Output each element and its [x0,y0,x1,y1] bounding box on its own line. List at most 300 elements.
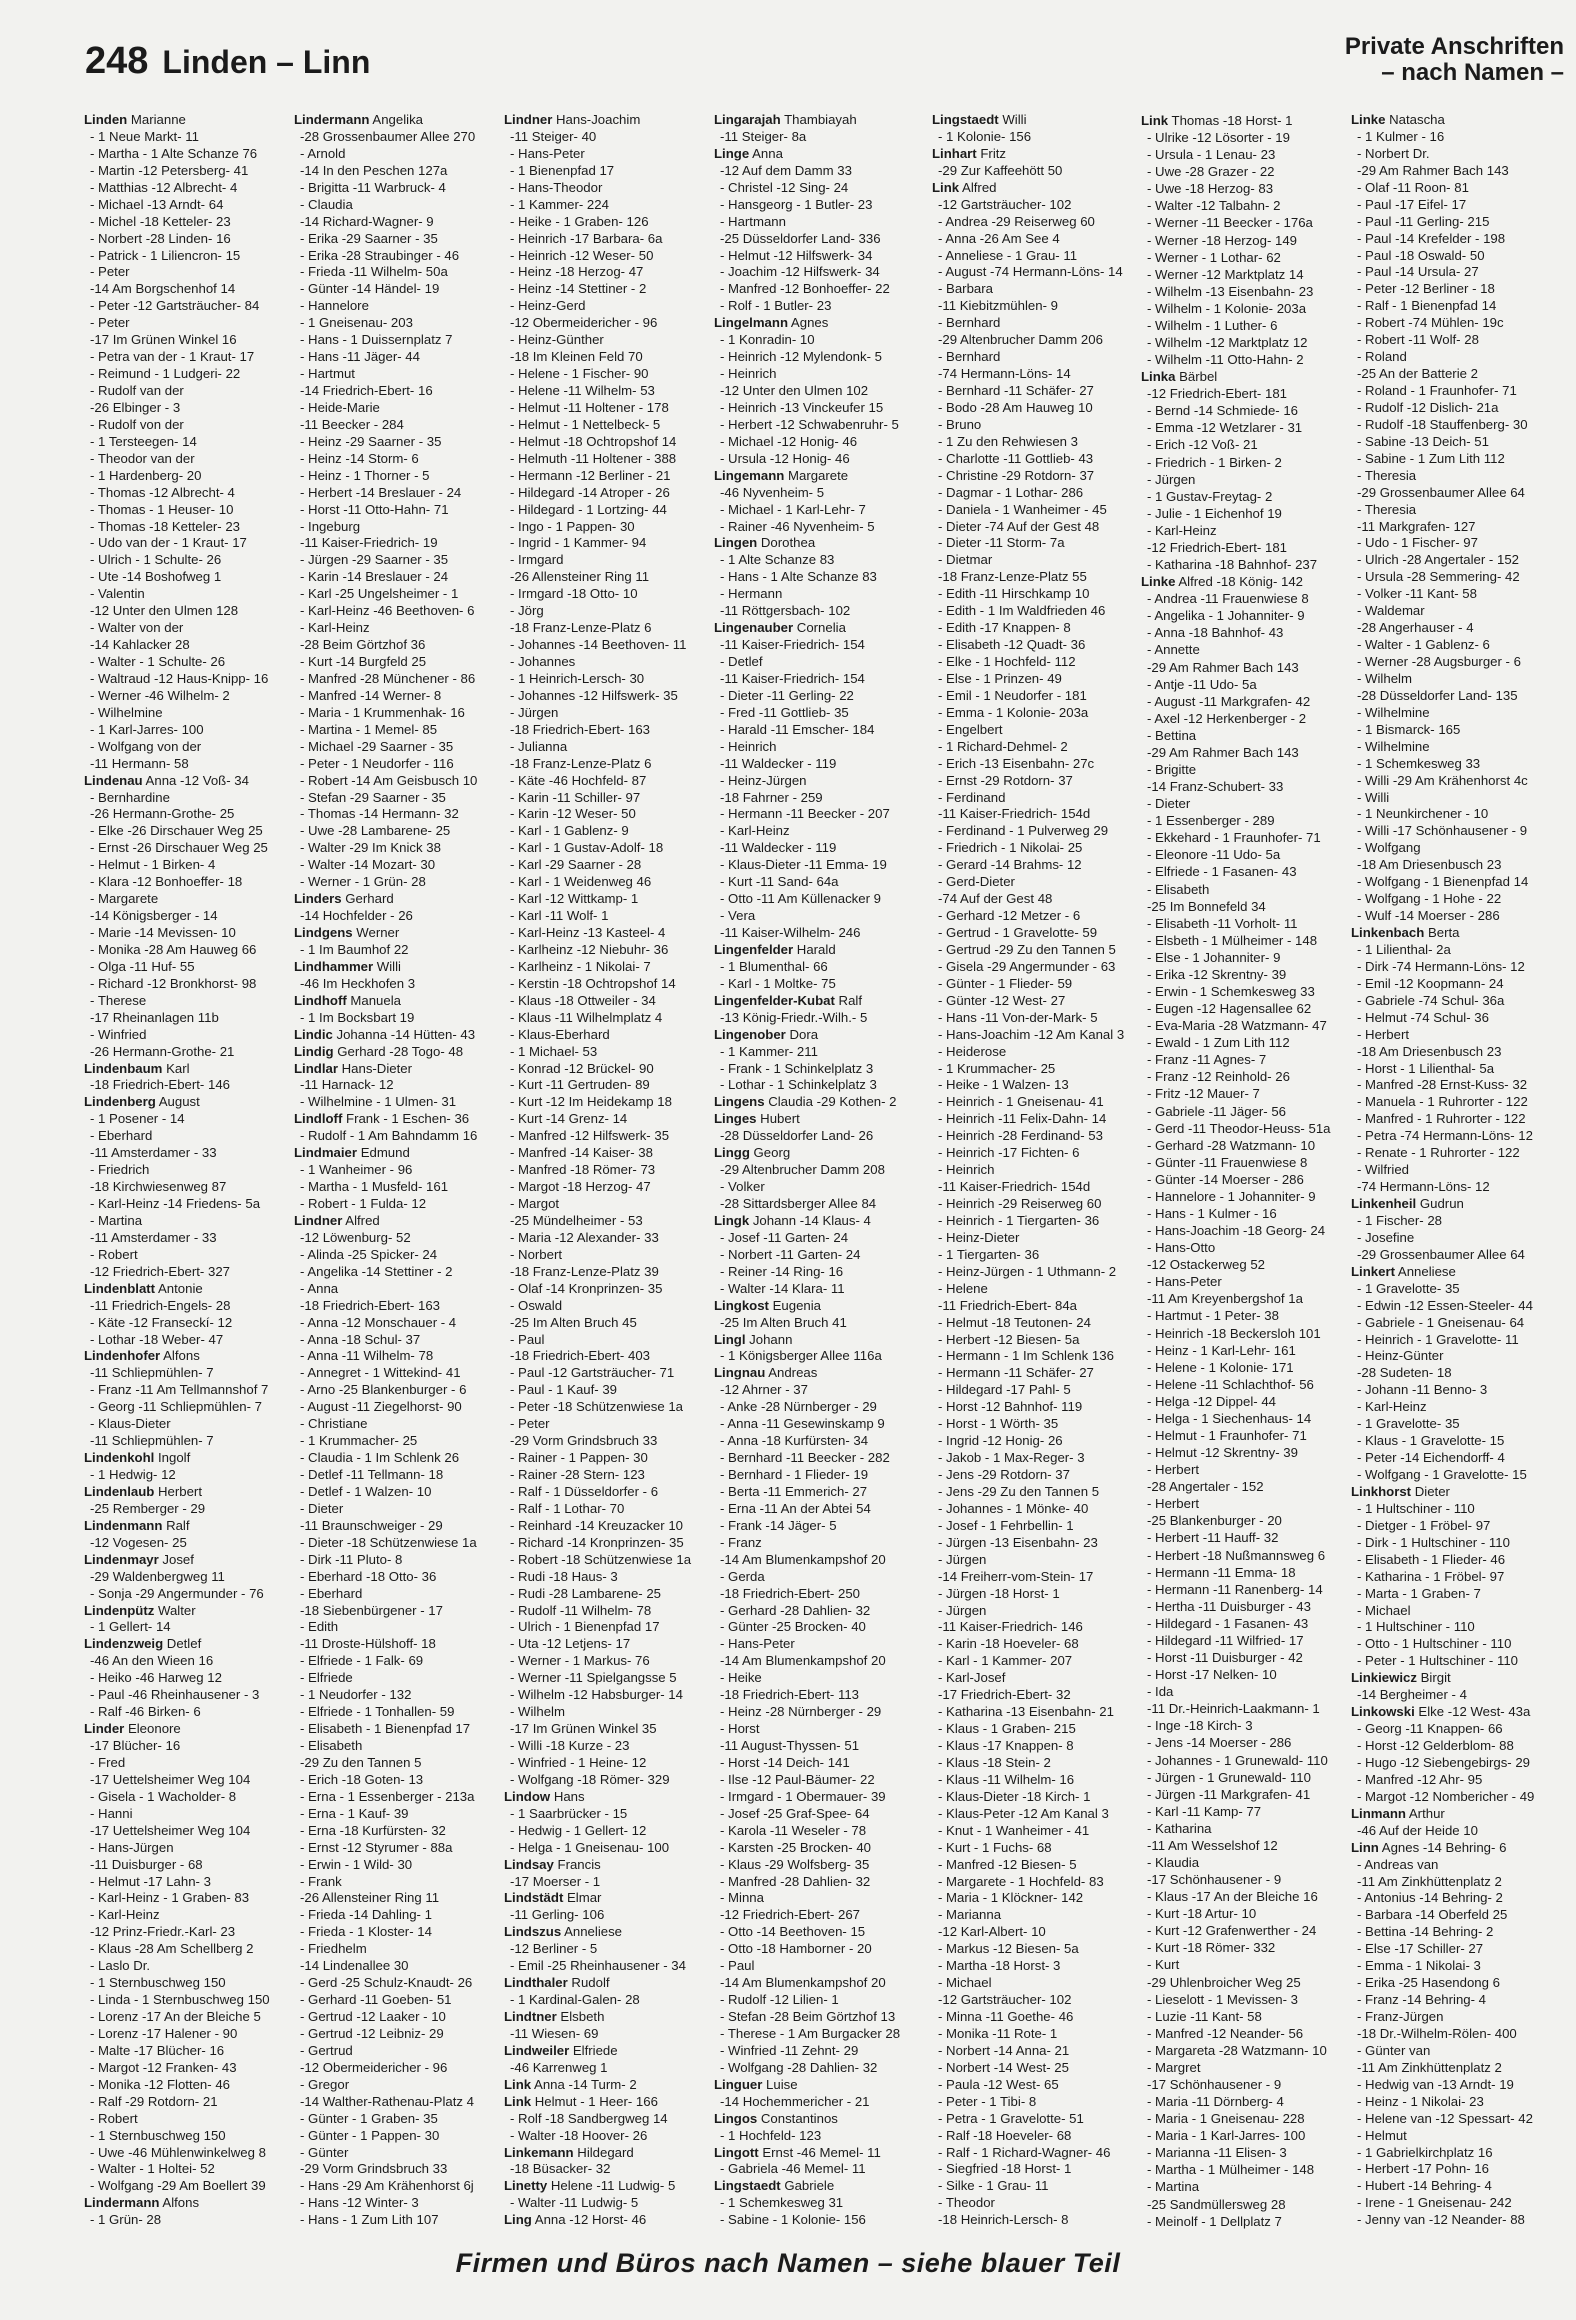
directory-entry: -18 Siebenbürgener - 17 [300,1602,443,1618]
directory-entry: - Heinz-Dieter [938,1229,1020,1245]
directory-entry: - Horst -11 Duisburger - 42 [1147,1650,1303,1666]
directory-entry: - 1 Bienenpfad 17 [510,162,615,178]
directory-entry: - Paul [510,1331,545,1347]
directory-entry: - Klara -12 Bonhoeffer- 18 [90,874,243,890]
directory-entry: - Ulrike -12 Lösorter - 19 [1147,130,1290,146]
directory-entry: - Marta - 1 Graben- 7 [1357,1585,1481,1601]
directory-entry: -29 Grossenbaumer Allee 64 [1357,1246,1525,1262]
directory-entry: - Anneliese - 1 Grau- 11 [938,247,1078,263]
surname-entry [294,1111,494,1128]
directory-entry: - Heinrich -18 Beckersloh 101 [1147,1325,1321,1341]
directory-entry: - Helga - 1 Siechenhaus- 14 [1147,1410,1312,1426]
directory-entry: - Hermann - 1 Im Schlenk 136 [938,1348,1114,1364]
directory-entry: - Karl -11 Wolf- 1 [510,908,609,924]
directory-entry: - Robert -18 Schützenwiese 1a [510,1551,692,1567]
directory-entry: - 1 Sternbuschweg 150 [90,1975,226,1991]
directory-entry: - Heinz-Jürgen [720,772,807,788]
directory-entry: -25 An der Batterie 2 [1357,366,1478,382]
directory-entry: - 1 Neudorfer - 132 [300,1687,412,1703]
directory-entry: - Sabine - 1 Kolonie- 156 [720,2212,866,2228]
directory-entry: -14 Kahlacker 28 [90,637,190,653]
directory-entry: - Wolfgang [1357,840,1421,856]
entry-detail: Gerhard -28 Togo- 48 [333,1043,464,1059]
directory-entry: - Christel -12 Sing- 24 [720,179,849,195]
directory-entry: -18 Heinrich-Lersch- 8 [938,2212,1069,2228]
directory-entry: - Karl-Heinz -46 Beethoven- 6 [300,603,475,619]
directory-entry: - Ulrich - 1 Bienenpfad 17 [510,1619,660,1635]
directory-entry: - Charlotte -11 Gottlieb- 43 [938,450,1094,466]
directory-entry: -11 Gerling- 106 [510,1907,605,1923]
directory-entry: - Edith -17 Knappen- 8 [938,620,1071,636]
directory-entry: - Edith [300,1619,339,1635]
directory-entry: - Helga -12 Dippel- 44 [1147,1393,1277,1409]
directory-entry: - Elisabeth - 1 Flieder- 46 [1357,1551,1506,1567]
directory-entry: - Gertrud -12 Leibniz- 29 [300,2025,444,2041]
directory-entry: - Wolfgang - 1 Hohe - 22 [1357,891,1502,907]
directory-entry: - Maria - 1 Krummenhak- 16 [300,704,465,720]
directory-entry: -11 Wiesen- 69 [510,2025,599,2041]
directory-entry: - Horst -12 Bahnhof- 119 [938,1399,1083,1415]
surname-entry [714,1298,914,1315]
directory-entry: - Wolfgang -18 Römer- 329 [510,1771,670,1787]
directory-entry: - Minna -11 Goethe- 46 [938,2009,1074,2024]
directory-entry: -11 Amsterdamer - 33 [90,1229,217,1245]
surname-entry [504,2145,704,2162]
directory-entry: - Erich -12 Voß- 21 [1147,437,1258,453]
directory-entry: -26 Hermann-Grothe- 25 [90,806,235,822]
directory-entry: - Ekkehard - 1 Fraunhofer- 71 [1147,830,1321,846]
entry-detail: Andreas [765,1365,818,1381]
entry-detail: Karl [162,1060,190,1076]
directory-entry: -29 Zu den Tannen 5 [300,1754,422,1770]
surname-entry [504,1789,704,1806]
directory-entry: - Günter - 1 Flieder- 59 [938,975,1073,991]
surname-label: Lindermann [294,112,370,127]
directory-entry: - Waltraud -12 Haus-Knipp- 16 [90,670,269,686]
surname-entry [84,1450,284,1467]
directory-entry: - Lorenz -17 An der Bleiche 5 [90,2009,261,2024]
directory-entry: - Thomas -12 Albrecht- 4 [90,484,235,500]
directory-entry: - Ferdinand [938,789,1006,805]
directory-entry: - Dieter -74 Auf der Gest 48 [938,518,1100,534]
directory-entry: - Paul -17 Eifel- 17 [1357,196,1467,212]
surname-entry [714,1111,914,1128]
directory-entry: - Heinz-Günther [510,332,604,348]
directory-entry: - Heinz - 1 Thorner - 5 [300,467,430,483]
surname-entry [504,1924,704,1941]
directory-entry: - Klaus -11 Wilhelm- 16 [938,1771,1075,1787]
directory-entry: - Alinda -25 Spicker- 24 [300,1246,438,1262]
entry-detail: Frank - 1 Eschen- 36 [342,1111,470,1127]
directory-entry: - Klaus-Eberhard [510,1026,610,1042]
footer-note: Firmen und Büros nach Namen – siehe blauer Teil [455,2248,1121,2278]
directory-entry: -12 Vogesen- 25 [90,1534,187,1550]
directory-entry: - Hans -29 Am Krähenhorst 6j [300,2178,474,2194]
directory-entry: - Thomas -14 Hermann- 32 [300,806,459,822]
directory-entry: - Margot -18 Herzog- 47 [510,1179,651,1195]
directory-entry: - 1 Essenberger - 289 [1147,813,1275,829]
directory-entry: - Erich -13 Eisenbahn- 27c [938,755,1095,771]
directory-entry: - Erwin - 1 Wild- 30 [300,1856,413,1872]
surname-label: Lindenau [84,772,143,788]
directory-entry: - 1 Tiergarten- 36 [938,1246,1040,1262]
directory-entry: - Emil -25 Rheinhausener - 34 [510,1958,686,1974]
directory-entry: -29 Waldenbergweg 11 [90,1568,225,1584]
directory-entry: - Hildegard -14 Atroper - 26 [510,484,670,500]
directory-entry: -14 Friedrich-Ebert- 16 [300,383,433,398]
directory-entry: - Peter - 1 Hultschiner - 110 [1357,1653,1518,1669]
directory-entry: - Herbert [1147,1496,1200,1512]
directory-entry: - Hannelore [300,298,369,314]
directory-entry: - Frank -14 Jäger- 5 [720,1517,837,1533]
surname-label: Linmann [1351,1805,1406,1821]
directory-entry: - Michael [1357,1602,1411,1618]
surname-entry [714,1213,914,1230]
directory-entry: - Margarete [90,891,159,907]
directory-entry: - Irmgard - 1 Obermauer- 39 [720,1788,886,1804]
directory-entry: -11 Am Wesselshof 12 [1147,1837,1278,1853]
directory-entry: - Herbert -12 Biesen- 5a [938,1331,1080,1347]
entry-detail: Gerhard [341,891,394,907]
surname-label: Lindenhofer [84,1348,161,1364]
entry-detail: Elmar [563,1890,602,1906]
surname-label: Linguer [714,2076,763,2092]
directory-entry: - Axel -12 Herkenberger - 2 [1147,710,1307,726]
directory-entry: - Thomas - 1 Heuser- 10 [90,501,234,517]
directory-entry: - Jürgen [938,1551,987,1567]
surname-label: Lindenzweig [84,1636,164,1652]
directory-entry: - Erika -25 Hasendong 6 [1357,1975,1500,1991]
directory-entry: -11 Waldecker - 119 [720,840,837,856]
directory-entry: - Elisabeth -12 Quadt- 36 [938,637,1086,653]
directory-entry: - Hertha -11 Duisburger - 43 [1147,1598,1311,1614]
directory-entry: - Barbara -14 Oberfeld 25 [1357,1907,1508,1923]
directory-entry: - 1 Gravelotte- 35 [1357,1416,1460,1432]
directory-entry: - Lothar -18 Weber- 47 [90,1331,224,1347]
entry-detail: Hildegard [573,2144,634,2160]
directory-entry: - Heinrich - 1 Gneisenau- 41 [938,1094,1104,1110]
surname-entry [1351,1840,1551,1857]
surname-entry [1351,1484,1551,1501]
directory-entry: - Hartmut [300,366,355,382]
directory-entry: - Wilhelm - 1 Kolonie- 203a [1147,300,1307,316]
directory-entry: -11 Steiger- 8a [720,128,807,144]
directory-entry: - Robert -74 Mühlen- 19c [1357,315,1504,331]
directory-entry: - Anna -11 Gesewinskamp 9 [720,1416,885,1432]
directory-entry: - Annegret - 1 Wittekind- 41 [300,1365,461,1381]
directory-entry: - Theresia [1357,467,1417,483]
directory-entry: - 1 Fischer- 28 [1357,1212,1443,1228]
directory-entry: - Michael -29 Saarner - 35 [300,738,454,754]
directory-entry: - Petra - 1 Gravelotte- 51 [938,2110,1084,2126]
surname-entry [84,773,284,790]
entry-detail: Anna -12 Voß- 34 [142,772,249,788]
directory-entry: -11 Kaiser-Friedrich- 154 [720,637,865,653]
directory-entry: - Bernhard [938,315,1001,331]
directory-entry: - Petra van der - 1 Kraut- 17 [90,349,255,365]
directory-entry: -11 Droste-Hülshoff- 18 [300,1636,436,1652]
directory-entry: - Friedrich [90,1162,150,1178]
directory-entry: - Eva-Maria -28 Watzmann- 47 [1147,1018,1327,1034]
directory-entry: - Frieda - 1 Kloster- 14 [300,1924,432,1940]
surname-label: Link [504,2076,532,2092]
directory-entry: - Katharina -13 Eisenbahn- 21 [938,1704,1114,1720]
directory-entry: -18 Friedrich-Ebert- 113 [720,1687,860,1703]
surname-entry [504,1890,704,1907]
directory-entry: - Kurt [1147,1957,1180,1973]
entry-detail: Agnes -14 Behring- 6 [1378,1839,1507,1855]
directory-entry: -28 Sittardsberger Allee 84 [720,1196,877,1211]
directory-entry: - Dieter -11 Storm- 7a [938,535,1065,551]
directory-entry: - Katharina -18 Bahnhof- 237 [1147,557,1318,573]
directory-entry: - Helmut -12 Skrentny- 39 [1147,1445,1298,1461]
directory-entry: - Gabriele -74 Schul- 36a [1357,992,1505,1008]
directory-entry: - Dieter -18 Schützenwiese 1a [300,1534,477,1550]
surname-label: Linges [714,1111,757,1127]
directory-entry: - Günter -12 West- 27 [938,992,1066,1008]
directory-column-6 [1141,112,1341,2232]
surname-label: Lingenauber [714,620,794,636]
directory-entry: - Volker [720,1179,765,1195]
surname-entry [932,112,1132,129]
directory-entry: - Helene -11 Wilhelm- 53 [510,383,655,398]
directory-entry: -29 Altenbrucher Damm 206 [938,332,1103,348]
directory-entry: - Uta -12 Letjens- 17 [510,1636,631,1652]
directory-entry: - Antonius -14 Behring- 2 [1357,1890,1503,1906]
directory-entry: - Helmut -74 Schul- 36 [1357,1009,1489,1025]
directory-entry: -12 Ahrner - 37 [720,1382,808,1398]
entry-detail: Thambiayah [780,112,857,127]
surname-entry [1141,368,1341,385]
surname-label: Linkenbach [1351,925,1425,940]
directory-entry: - Emma -12 Wetzlarer - 31 [1147,420,1303,436]
directory-entry: -11 Friedrich-Engels- 28 [90,1297,231,1313]
directory-entry: - Anna -11 Wilhelm- 78 [300,1348,434,1364]
directory-entry: - Wilhelmine [1357,738,1430,754]
directory-entry: - Manfred -14 Werner- 8 [300,687,442,703]
directory-entry: - Klaus -17 An der Bleiche 16 [1147,1889,1318,1905]
directory-entry: - Bernhard - 1 Flieder- 19 [720,1467,869,1482]
directory-entry: - Rainer -46 Nyvenheim- 5 [720,518,875,534]
directory-entry: - Rudolf -12 Lilien- 1 [720,1992,839,2008]
directory-entry: - Gabriele -11 Jäger- 56 [1147,1103,1287,1119]
directory-entry: - Helmut - 1 Nettelbeck- 5 [510,416,661,432]
directory-entry: - Edith - 1 Im Waldfrieden 46 [938,603,1106,619]
directory-entry: -25 Im Alten Bruch 41 [720,1314,847,1330]
directory-entry: - Erika -12 Skrentny- 39 [1147,966,1287,982]
directory-entry: - Wulf -14 Moerser - 286 [1357,908,1500,924]
directory-entry: - Manuela - 1 Ruhrorter - 122 [1357,1094,1528,1110]
directory-entry: - Elisabeth [300,1738,363,1753]
directory-entry: - Friedrich - 1 Birken- 2 [1147,454,1282,470]
directory-entry: - Hans-Otto [1147,1240,1216,1256]
directory-entry: -18 Friedrich-Ebert- 163 [510,721,650,737]
directory-entry: -17 Im Grünen Winkel 35 [510,1721,657,1737]
directory-entry: -25 Düsseldorfer Land- 336 [720,230,881,246]
entry-detail: Gabriele [780,2178,835,2194]
surname-label: Lingelmann [714,315,788,331]
directory-entry: - Silke - 1 Grau- 11 [938,2178,1049,2194]
directory-entry: - Manfred -12 Bonhoeffer- 22 [720,281,890,297]
directory-entry: - 1 Im Bocksbart 19 [300,1009,415,1025]
directory-entry: - Paula -12 West- 65 [938,2076,1059,2092]
directory-entry: - Helmut -18 Teutonen- 24 [938,1314,1091,1330]
directory-entry: -11 Am Zinkhüttenplatz 2 [1357,2059,1502,2075]
directory-entry: -14 Richard-Wagner- 9 [300,213,434,229]
surname-label: Ling [504,2212,532,2228]
directory-entry: -74 Auf der Gest 48 [938,891,1053,907]
surname-label: Lindenlaub [84,1483,155,1499]
directory-entry: -17 Rheinanlagen 11b [90,1009,219,1025]
directory-entry: - 1 Gneisenau- 203 [300,315,413,331]
directory-entry: - Georg -11 Schliepmühlen- 7 [90,1399,263,1415]
directory-entry: - Günter van [1357,2042,1431,2058]
surname-entry [294,1061,494,1078]
surname-label: Linkenheil [1351,1196,1417,1211]
directory-entry: - Dieter -11 Gerling- 22 [720,687,854,703]
directory-entry: - Rudolf -12 Dislich- 21a [1357,399,1499,415]
directory-entry: - Patrick - 1 Liliencron- 15 [90,247,241,263]
directory-entry: - Jenny van -12 Neander- 88 [1357,2212,1525,2228]
directory-entry: - Else - 1 Johanniter- 9 [1147,949,1281,965]
directory-entry: - Franz [720,1534,762,1550]
directory-entry: - Harald -11 Emscher- 184 [720,721,875,737]
directory-entry: - Robert - 1 Fulda- 12 [300,1196,427,1211]
section-title-line1: Private Anschriften [1344,33,1564,60]
entry-detail: Dieter [1411,1483,1450,1499]
directory-entry: - Gerhard -28 Watzmann- 10 [1147,1137,1316,1153]
directory-entry: - Johannes -12 Hilfswerk- 35 [510,687,678,703]
directory-entry: - Helmut -18 Ochtropshof 14 [510,433,677,449]
directory-entry: - Reimund - 1 Ludgeri- 22 [90,366,241,382]
directory-entry: -46 An den Wieen 16 [90,1653,214,1669]
directory-entry: - Robert [90,1246,138,1262]
directory-entry: - Udo - 1 Fischer- 97 [1357,535,1478,551]
directory-entry: - Günter -11 Frauenwiese 8 [1147,1154,1308,1170]
directory-entry: - Margareta -28 Watzmann- 10 [1147,2042,1327,2058]
directory-entry: - 1 Wanheimer - 96 [300,1162,413,1178]
entry-detail: August [155,1094,200,1110]
directory-entry: -12 Gartsträucher- 102 [938,1992,1072,2008]
directory-entry: - Bettina -14 Behring- 2 [1357,1924,1494,1940]
directory-entry: - 1 Grün- 28 [90,2212,162,2228]
directory-entry: - Horst -12 Gelderblom- 88 [1357,1738,1514,1753]
directory-entry: -17 Blücher- 16 [90,1738,181,1753]
directory-entry: - August -74 Hermann-Löns- 14 [938,264,1123,280]
surname-label: Lindsay [504,1856,554,1872]
directory-entry: - Walter -29 Im Knick 38 [300,840,441,856]
directory-entry: - Karl - 1 Gustav-Adolf- 18 [510,840,664,856]
directory-entry: - Michael [938,1975,992,1991]
running-head: Linden – Linn [162,44,371,80]
surname-label: Linn [1351,1839,1379,1855]
directory-entry: - Hansgeorg - 1 Butler- 23 [720,196,873,212]
directory-entry: - Dietmar [938,552,993,568]
directory-entry: - Wolfgang -29 Am Boellert 39 [90,2178,266,2194]
directory-entry: - 1 Gabrielkirchplatz 16 [1357,2144,1493,2160]
directory-entry: - Eberhard [90,1128,153,1144]
directory-entry: - Herbert -12 Schwabenruhr- 5 [720,416,899,432]
surname-entry [714,993,914,1010]
directory-entry: -46 Im Heckhofen 3 [300,975,416,991]
directory-columns [84,112,1562,2232]
directory-entry: - Josefine [1357,1229,1415,1245]
directory-entry: - Wolfgang - 1 Bienenpfad 14 [1357,874,1529,890]
directory-entry: - Helmut -12 Hilfswerk- 34 [720,247,873,263]
directory-entry: -12 Berliner - 5 [510,1941,598,1957]
directory-entry: - Horst -11 Otto-Hahn- 71 [300,501,449,517]
directory-entry: - Margot -12 Franken- 43 [90,2059,237,2075]
directory-entry: - Uwe -28 Lambarene- 25 [300,823,451,839]
directory-entry: - 1 Gustav-Freytag- 2 [1147,488,1273,504]
directory-entry: - Wilhelmine [1357,704,1430,720]
directory-entry: - Gerd -25 Schulz-Knaudt- 26 [300,1975,473,1991]
directory-entry: - Erna -18 Kurfürsten- 32 [300,1822,446,1838]
entry-detail: Fritz [976,145,1007,161]
directory-entry: -14 Hochfelder - 26 [300,908,413,924]
directory-entry: - Antje -11 Udo- 5a [1147,676,1257,692]
directory-entry: - 1 Hochfeld- 123 [720,2127,822,2143]
directory-entry: - 1 Kardinal-Galen- 28 [510,1992,640,2008]
directory-entry: - Siegfried -18 Horst- 1 [938,2161,1072,2177]
directory-entry: - Manfred -12 Ahr- 95 [1357,1771,1483,1787]
directory-entry: - Eleonore -11 Udo- 5a [1147,847,1281,863]
directory-entry: - Dieter [1147,796,1191,812]
directory-entry: - Irmgard -18 Otto- 10 [510,586,638,602]
directory-entry: - Olaf -14 Kronprinzen- 35 [510,1280,663,1296]
surname-entry [84,1484,284,1501]
directory-entry: - Heinrich -12 Mylendonk- 5 [720,349,882,365]
directory-entry: - Peter -12 Gartsträucher- 84 [90,298,260,314]
directory-entry: - Karl-Heinz -14 Friedens- 5a [90,1196,261,1211]
directory-entry: - Sonja -29 Angermunder - 76 [90,1585,264,1601]
entry-detail: Walter [154,1602,196,1618]
surname-entry [84,112,284,129]
directory-entry: - 1 Konradin- 10 [720,332,815,348]
directory-entry: - Manfred -28 Ernst-Kuss- 32 [1357,1077,1528,1093]
directory-entry: - Kurt -12 Im Heidekamp 18 [510,1094,672,1110]
directory-entry: - Helmut -17 Lahn- 3 [90,1873,211,1889]
surname-entry [714,1145,914,1162]
directory-entry: - Norbert Dr. [1357,145,1430,161]
directory-entry: -12 Obermeidericher - 96 [510,315,658,331]
directory-entry: - Günter - 1 Graben- 35 [300,2110,438,2126]
directory-entry: - Julie - 1 Eichenhof 19 [1147,505,1282,521]
surname-label: Lindner [294,1212,343,1228]
directory-entry: - Frank [300,1873,342,1889]
directory-entry: - 1 Hedwig- 12 [90,1467,176,1482]
surname-label: Lingnau [714,1365,766,1381]
directory-entry: - Karl - 1 Gablenz- 9 [510,823,629,839]
directory-entry: -18 Friedrich-Ebert- 403 [510,1348,650,1364]
directory-entry: - Else -17 Schiller- 27 [1357,1941,1484,1957]
directory-entry: - Wilhelmine [90,704,163,720]
directory-entry: - Gertrud -29 Zu den Tannen 5 [938,941,1116,957]
directory-entry: -11 Beecker - 284 [300,416,404,432]
directory-entry: -11 Markgrafen- 127 [1357,518,1476,534]
surname-label: Lindthaler [504,1975,568,1991]
directory-entry: - Jakob - 1 Max-Reger- 3 [938,1450,1085,1466]
entry-detail: Alfred [342,1212,380,1228]
directory-entry: -18 Franz-Lenze-Platz 6 [510,755,652,771]
entry-detail: Gudrun [1416,1196,1464,1211]
directory-entry: - Karsten -25 Brocken- 40 [720,1839,871,1855]
directory-entry: - Günter -14 Händel- 19 [300,281,440,297]
directory-entry: - Eberhard -18 Otto- 36 [300,1568,437,1584]
directory-entry: - Michael - 1 Karl-Lehr- 7 [720,501,866,517]
directory-entry: -12 Prinz-Friedr.-Karl- 23 [90,1924,236,1940]
directory-entry: - Uwe -18 Herzog- 83 [1147,181,1274,197]
